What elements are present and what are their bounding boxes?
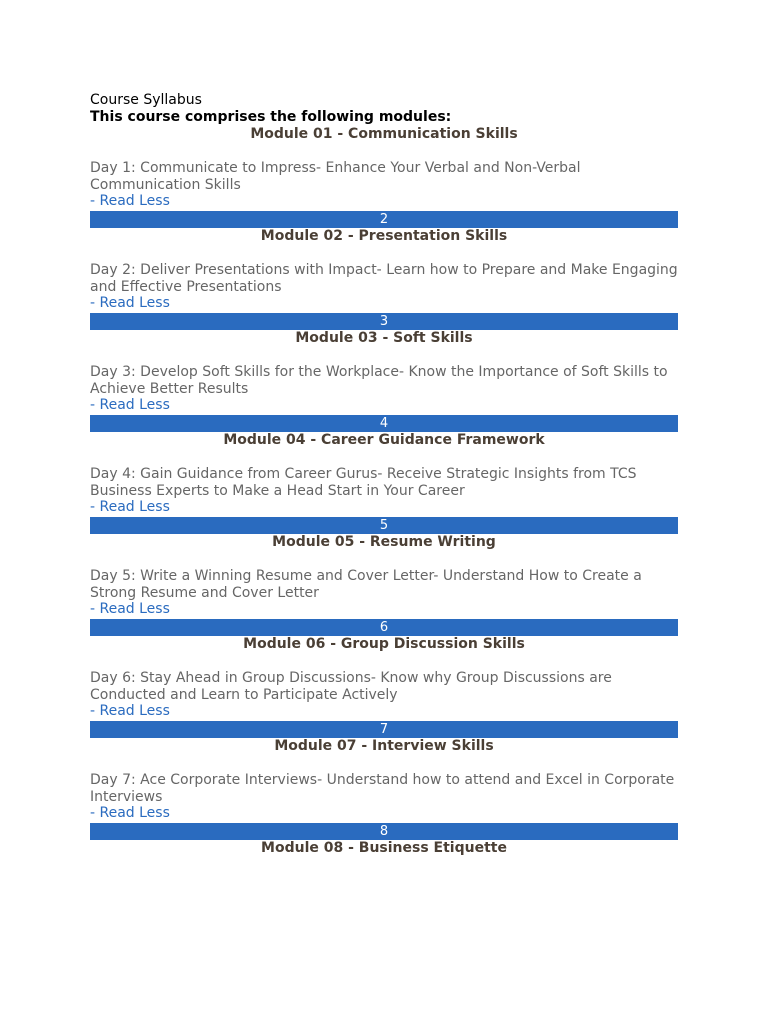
document-title: Course Syllabus bbox=[90, 92, 202, 108]
module-section bbox=[90, 126, 678, 228]
day-description: Day 6: Stay Ahead in Group Discussions- Know why Group Discussions are Conducted and Learn to Participate Actively bbox=[90, 670, 612, 703]
module-heading: Module 05 - Resume Writing bbox=[272, 534, 496, 550]
module-number-bar[interactable]: 6 bbox=[90, 619, 678, 636]
module-section bbox=[90, 636, 678, 738]
module-number-bar[interactable]: 7 bbox=[90, 721, 678, 738]
module-heading: Module 04 - Career Guidance Framework bbox=[223, 432, 545, 448]
module-heading: Module 07 - Interview Skills bbox=[274, 738, 494, 754]
syllabus-page bbox=[90, 92, 678, 857]
day-description: Day 5: Write a Winning Resume and Cover Letter- Understand How to Create a Strong Resume and Cover Letter bbox=[90, 568, 642, 601]
module-section bbox=[90, 228, 678, 330]
intro-text: This course comprises the following modules: bbox=[90, 109, 452, 125]
module-section bbox=[90, 738, 678, 840]
read-less-link[interactable]: - Read Less bbox=[90, 805, 170, 821]
read-less-link[interactable]: - Read Less bbox=[90, 397, 170, 413]
day-description: Day 7: Ace Corporate Interviews- Understand how to attend and Excel in Corporate Interviews bbox=[90, 772, 675, 805]
module-heading: Module 06 - Group Discussion Skills bbox=[243, 636, 525, 652]
read-less-link[interactable]: - Read Less bbox=[90, 499, 170, 515]
read-less-link[interactable]: - Read Less bbox=[90, 601, 170, 617]
day-description: Day 1: Communicate to Impress- Enhance Your Verbal and Non-Verbal Communication Skills bbox=[90, 160, 581, 193]
module-heading: Module 02 - Presentation Skills bbox=[260, 228, 508, 244]
module-heading: Module 03 - Soft Skills bbox=[295, 330, 473, 346]
read-less-link[interactable]: - Read Less bbox=[90, 193, 170, 209]
module-section bbox=[90, 432, 678, 534]
module-number-bar[interactable]: 3 bbox=[90, 313, 678, 330]
module-number-bar[interactable]: 4 bbox=[90, 415, 678, 432]
read-less-link[interactable]: - Read Less bbox=[90, 295, 170, 311]
module-heading: Module 08 - Business Etiquette bbox=[261, 840, 507, 856]
day-description: Day 3: Develop Soft Skills for the Workplace- Know the Importance of Soft Skills to Achieve Better Results bbox=[90, 364, 668, 397]
read-less-link[interactable]: - Read Less bbox=[90, 703, 170, 719]
module-section bbox=[90, 534, 678, 636]
module-number-bar[interactable]: 5 bbox=[90, 517, 678, 534]
module-heading: Module 01 - Communication Skills bbox=[250, 126, 518, 142]
module-number-bar[interactable]: 8 bbox=[90, 823, 678, 840]
module-number-bar[interactable]: 2 bbox=[90, 211, 678, 228]
module-section bbox=[90, 330, 678, 432]
day-description: Day 4: Gain Guidance from Career Gurus- Receive Strategic Insights from TCS Business Experts to Make a Head Start in Your Career bbox=[90, 466, 637, 499]
module-section bbox=[90, 840, 678, 857]
day-description: Day 2: Deliver Presentations with Impact- Learn how to Prepare and Make Engaging and Effective Presentations bbox=[90, 262, 678, 295]
